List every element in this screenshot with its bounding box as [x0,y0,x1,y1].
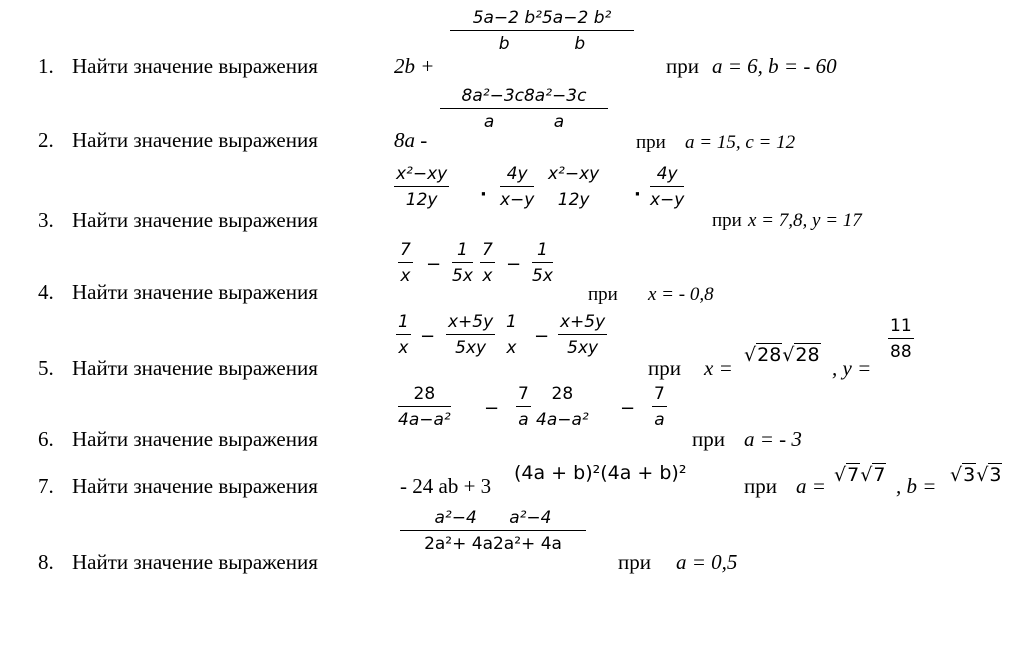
condition-a: a = [796,474,826,498]
condition: a = - 3 [744,427,802,451]
fraction [652,384,667,430]
fraction [440,86,608,132]
task-label: Найти значение выражения [72,54,318,78]
fraction [558,312,607,358]
fraction [394,164,449,210]
condition-word: при [712,210,742,231]
fraction-denominator: b b [498,34,586,54]
fraction-numerator: 4y [656,164,678,184]
condition: a = 6, b = - 60 [712,54,837,78]
task-label: Найти значение выражения [72,474,318,498]
task-number: 7. [38,474,54,498]
fraction-numerator: 28 [413,384,436,404]
expression-lead: 8a - [394,128,428,152]
fraction-denominator: 5xy [455,338,487,358]
task-number: 3. [38,208,54,232]
fraction-numerator: a²−4 a²−4 [434,508,552,528]
fraction-numerator: x²−xy [396,164,448,184]
radicand: 7 [847,464,860,486]
fraction [888,316,914,362]
radicand: 3 [963,464,976,486]
task-label: Найти значение выражения [72,208,318,232]
fraction-numerator: 28 [551,384,574,404]
fraction-numerator: x+5y [448,312,494,332]
fraction-denominator: x−y [500,190,535,210]
fraction-numerator: 7 [400,240,411,260]
fraction-denominator: x [482,266,493,286]
condition-word: при [636,132,666,153]
fraction-denominator: 5x [532,266,553,286]
fraction-numerator: 1 [537,240,548,260]
expression-square: (4a + b)²(4a + b)² [514,462,687,484]
expression-lead: 2b + [394,54,435,78]
sqrt-expression: √3√3 [950,464,1002,486]
condition-word: при [648,356,681,380]
condition-y: , y = [832,356,872,380]
expression-lead: - 24 ab + 3 [400,474,492,498]
condition-word: при [744,474,777,498]
radicand: 28 [795,344,820,366]
fraction [396,312,411,358]
multiply-operator: · [634,184,641,205]
fraction-denominator: 4a−a² [398,410,451,430]
fraction [536,384,589,430]
condition-word: при [666,54,699,78]
fraction-denominator: 4a−a² [536,410,589,430]
task-label: Найти значение выражения [72,280,318,304]
fraction [504,312,519,358]
fraction-numerator: 1 [398,312,409,332]
fraction-numerator: 5a−2 b²5a−2 b² [472,8,612,28]
fraction [446,312,495,358]
fraction-numerator: 1 [457,240,468,260]
condition: a = 15, c = 12 [685,132,796,153]
fraction [398,240,413,286]
fraction-denominator: 2a²+ 4a2a²+ 4a [424,534,562,554]
condition: x = 7,8, y = 17 [748,210,862,231]
fraction-denominator: 5x [452,266,473,286]
task-label: Найти значение выражения [72,356,318,380]
fraction-denominator: 12y [557,190,590,210]
condition-word: при [588,284,618,305]
task-label: Найти значение выражения [72,550,318,574]
fraction-denominator: a [518,410,529,430]
fraction [532,240,553,286]
task-number: 2. [38,128,54,152]
task-label: Найти значение выражения [72,128,318,152]
fraction [500,164,534,210]
fraction-numerator: x²−xy [548,164,600,184]
fraction [480,240,495,286]
task-label: Найти значение выражения [72,427,318,451]
fraction-denominator: x [506,338,517,358]
fraction [516,384,531,430]
minus-operator: − [484,398,500,419]
fraction [452,240,473,286]
minus-operator: − [534,326,550,347]
minus-operator: − [506,254,522,275]
fraction-numerator: 7 [482,240,493,260]
fraction [650,164,684,210]
task-number: 8. [38,550,54,574]
fraction [546,164,601,210]
fraction-numerator: 1 [506,312,517,332]
fraction-denominator: a a [483,112,565,132]
radicand: 3 [989,464,1002,486]
task-number: 6. [38,427,54,451]
condition: x = - 0,8 [648,284,714,305]
fraction-numerator: 11 [890,316,912,336]
task-number: 5. [38,356,54,380]
condition-word: при [692,427,725,451]
radicand: 7 [873,464,886,486]
condition-x: x = [704,356,733,380]
condition-word: при [618,550,651,574]
fraction-numerator: 4y [506,164,528,184]
multiply-operator: · [480,184,487,205]
fraction-numerator: 7 [518,384,529,404]
fraction-denominator: 5xy [567,338,599,358]
minus-operator: − [426,254,442,275]
fraction-denominator: x [398,338,409,358]
fraction-numerator: 7 [654,384,665,404]
fraction-numerator: x+5y [560,312,606,332]
radicand: 28 [757,344,782,366]
fraction [398,384,451,430]
minus-operator: − [420,326,436,347]
sqrt-expression: √7√7 [834,464,886,486]
minus-operator: − [620,398,636,419]
condition: a = 0,5 [676,550,738,574]
fraction-denominator: x [400,266,411,286]
sqrt-expression: √28√28 [744,344,820,366]
fraction-denominator: 12y [405,190,438,210]
fraction-denominator: a [654,410,665,430]
fraction [400,508,586,554]
fraction-numerator: 8a²−3c8a²−3c [461,86,587,106]
fraction [450,8,634,54]
fraction-denominator: 88 [890,342,912,362]
fraction-denominator: x−y [650,190,685,210]
condition-b: , b = [896,474,937,498]
task-number: 4. [38,280,54,304]
task-number: 1. [38,54,54,78]
